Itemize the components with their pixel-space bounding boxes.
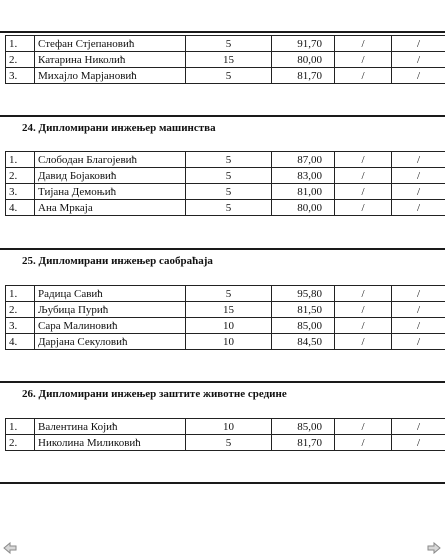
points-value: 85,00	[272, 318, 335, 334]
points-value: 80,00	[272, 52, 335, 68]
row-number: 3.	[6, 318, 35, 334]
rank-value: 5	[186, 435, 272, 451]
rank-value: 5	[186, 68, 272, 84]
extra-col-1: /	[335, 68, 392, 84]
top-rule	[0, 31, 445, 33]
section-title: 26. Дипломирани инжењер заштите животне средине	[22, 388, 287, 400]
extra-col-2: /	[392, 302, 445, 318]
candidate-name: Николина Миликовић	[35, 435, 186, 451]
extra-col-2: /	[392, 435, 445, 451]
row-number: 2.	[6, 168, 35, 184]
table-row	[6, 184, 445, 200]
rank-value: 5	[186, 152, 272, 168]
section-title: 25. Дипломирани инжењер саобраћаја	[22, 255, 213, 267]
table-row	[6, 419, 445, 435]
extra-col-1: /	[335, 184, 392, 200]
candidate-name: Дарјана Секуловић	[35, 334, 186, 350]
row-number: 4.	[6, 200, 35, 216]
extra-col-1: /	[335, 52, 392, 68]
row-number: 3.	[6, 184, 35, 200]
candidate-name: Сара Малиновић	[35, 318, 186, 334]
table-row	[6, 302, 445, 318]
table-row	[6, 52, 445, 68]
extra-col-1: /	[335, 36, 392, 52]
extra-col-2: /	[392, 168, 445, 184]
extra-col-1: /	[335, 286, 392, 302]
row-number: 4.	[6, 334, 35, 350]
row-number: 2.	[6, 302, 35, 318]
extra-col-1: /	[335, 334, 392, 350]
row-number: 1.	[6, 419, 35, 435]
section-rule	[0, 115, 445, 117]
points-value: 84,50	[272, 334, 335, 350]
extra-col-2: /	[392, 334, 445, 350]
points-value: 91,70	[272, 36, 335, 52]
rank-value: 10	[186, 334, 272, 350]
table-row	[6, 152, 445, 168]
candidate-name: Радица Савић	[35, 286, 186, 302]
candidate-name: Михајло Марјановић	[35, 68, 186, 84]
points-value: 81,00	[272, 184, 335, 200]
candidate-name: Љубица Пурић	[35, 302, 186, 318]
table-row	[6, 435, 445, 451]
candidate-name: Тијана Демоњић	[35, 184, 186, 200]
extra-col-2: /	[392, 152, 445, 168]
candidate-name: Слободан Благојевић	[35, 152, 186, 168]
section-rule	[0, 381, 445, 383]
extra-col-2: /	[392, 286, 445, 302]
bottom-rule	[0, 482, 445, 484]
points-value: 81,50	[272, 302, 335, 318]
extra-col-2: /	[392, 184, 445, 200]
rank-value: 10	[186, 318, 272, 334]
table-row	[6, 334, 445, 350]
rank-value: 5	[186, 200, 272, 216]
table-row	[6, 286, 445, 302]
points-value: 81,70	[272, 435, 335, 451]
arrow-left-icon[interactable]	[3, 541, 17, 555]
rank-value: 10	[186, 419, 272, 435]
table-row	[6, 36, 445, 52]
results-table	[5, 151, 445, 216]
table-row	[6, 168, 445, 184]
rank-value: 5	[186, 184, 272, 200]
results-table-continued	[5, 35, 445, 84]
extra-col-1: /	[335, 419, 392, 435]
rank-value: 5	[186, 36, 272, 52]
extra-col-2: /	[392, 419, 445, 435]
candidate-name: Стефан Стјепановић	[35, 36, 186, 52]
row-number: 1.	[6, 152, 35, 168]
candidate-name: Катарина Николић	[35, 52, 186, 68]
section-rule	[0, 248, 445, 250]
extra-col-1: /	[335, 302, 392, 318]
row-number: 2.	[6, 435, 35, 451]
extra-col-2: /	[392, 36, 445, 52]
table-row	[6, 200, 445, 216]
rank-value: 5	[186, 286, 272, 302]
candidate-name: Давид Бојаковић	[35, 168, 186, 184]
rank-value: 15	[186, 302, 272, 318]
points-value: 80,00	[272, 200, 335, 216]
rank-value: 5	[186, 168, 272, 184]
arrow-right-icon[interactable]	[427, 541, 441, 555]
points-value: 87,00	[272, 152, 335, 168]
extra-col-1: /	[335, 435, 392, 451]
extra-col-2: /	[392, 52, 445, 68]
candidate-name: Ана Мркаја	[35, 200, 186, 216]
results-table	[5, 285, 445, 350]
points-value: 85,00	[272, 419, 335, 435]
points-value: 95,80	[272, 286, 335, 302]
extra-col-2: /	[392, 200, 445, 216]
section-title: 24. Дипломирани инжењер машинства	[22, 122, 216, 134]
extra-col-2: /	[392, 318, 445, 334]
candidate-name: Валентина Којић	[35, 419, 186, 435]
extra-col-1: /	[335, 152, 392, 168]
extra-col-2: /	[392, 68, 445, 84]
row-number: 3.	[6, 68, 35, 84]
points-value: 83,00	[272, 168, 335, 184]
table-row	[6, 68, 445, 84]
rank-value: 15	[186, 52, 272, 68]
points-value: 81,70	[272, 68, 335, 84]
extra-col-1: /	[335, 168, 392, 184]
extra-col-1: /	[335, 200, 392, 216]
results-table	[5, 418, 445, 451]
table-row	[6, 318, 445, 334]
row-number: 2.	[6, 52, 35, 68]
row-number: 1.	[6, 36, 35, 52]
extra-col-1: /	[335, 318, 392, 334]
row-number: 1.	[6, 286, 35, 302]
